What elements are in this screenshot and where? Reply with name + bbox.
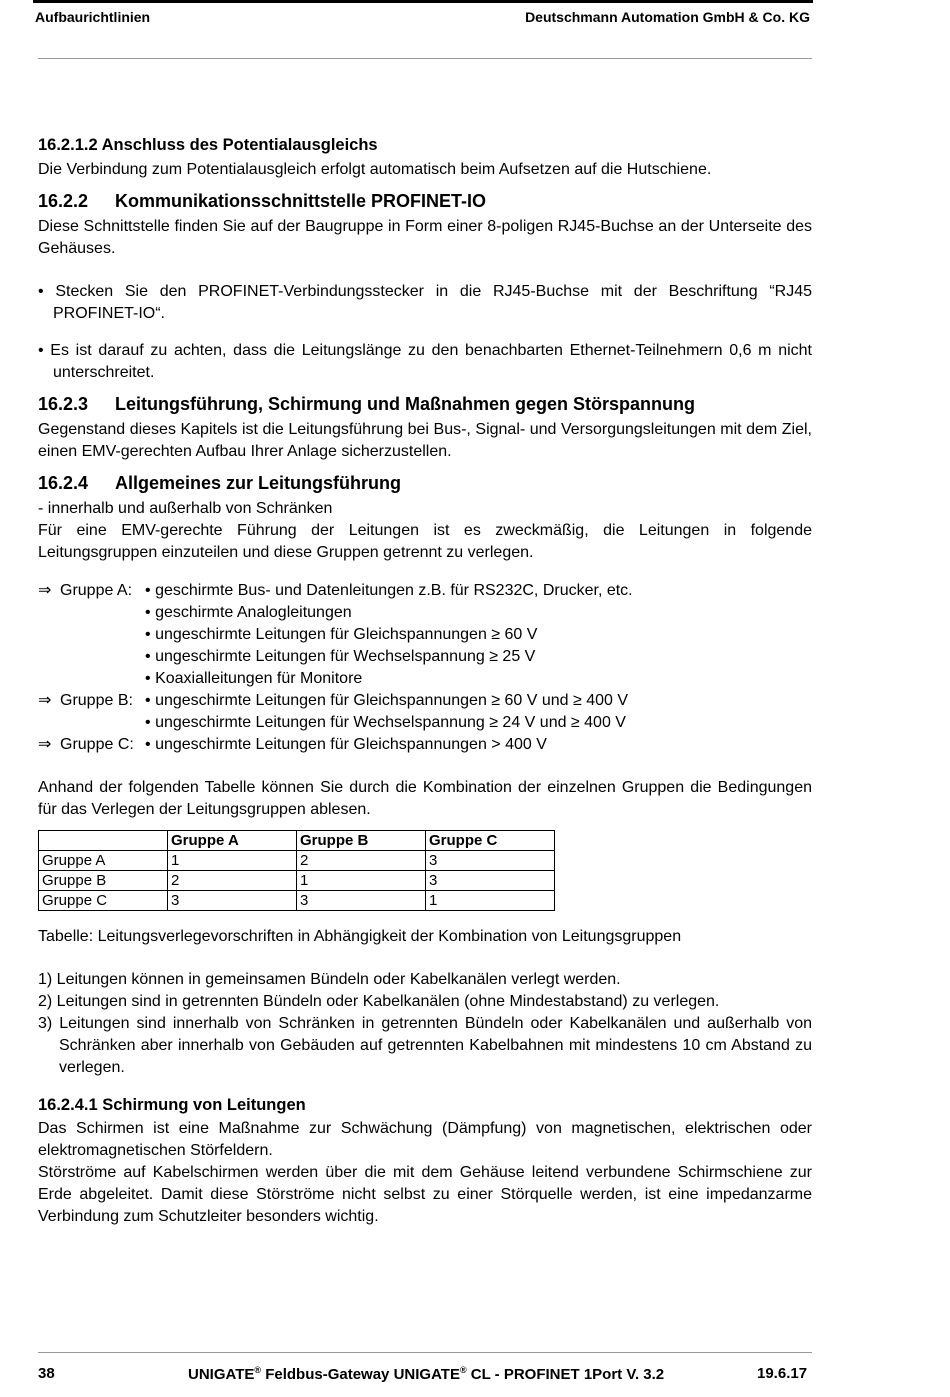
page-content xyxy=(38,134,812,1228)
paragraph: Anhand der folgenden Tabelle können Sie durch die Kombination der einzelnen Gruppen die Bedingungen für das Verlegen der Leitungsgruppen ablesen. xyxy=(38,779,812,818)
table-cell: 2 xyxy=(297,851,426,871)
paragraph: Das Schirmen ist eine Maßnahme zur Schwächung (Dämpfung) von magnetischen, elektrischen oder elektromagnetischen Störfeldern. xyxy=(38,1120,812,1159)
section-heading: Leitungsführung, Schirmung und Maßnahmen gegen Störspannung xyxy=(115,394,695,414)
table-header-cell: Gruppe A xyxy=(168,831,297,851)
section-heading: Kommunikationsschnittstelle PROFINET-IO xyxy=(115,191,487,211)
paragraph: Gegenstand dieses Kapitels ist die Leitungsführung bei Bus-, Signal- und Versorgungsleitungen mit dem Ziel, einen EMV-gerechten Aufbau Ihrer Anlage sicherzustellen. xyxy=(38,421,812,460)
section-number: 16.2.3 xyxy=(38,394,89,414)
table-header-cell: Gruppe B xyxy=(297,831,426,851)
paragraph: Störströme auf Kabelschirmen werden über die mit dem Gehäuse leitend verbundene Schirmschiene zur Erde abgeleitet. Damit diese Störströme nicht selbst zu einer Störquelle werden, ist eine impedanzarme Verbindung zum Schutzleiter besonders wichtig. xyxy=(38,1164,812,1225)
group-item: ungeschirmte Leitungen für Wechselspannung ≥ 24 V und ≥ 400 V xyxy=(155,714,626,731)
footer-rule xyxy=(38,1352,812,1353)
note-item: 2) Leitungen sind in getrennten Bündeln oder Kabelkanälen (ohne Mindestabstand) zu verlegen. xyxy=(38,993,720,1010)
arrow-right-icon: ⇒ xyxy=(38,692,52,709)
data-table xyxy=(38,830,555,911)
group-label: Gruppe A: xyxy=(60,582,133,599)
arrow-right-icon: ⇒ xyxy=(38,582,52,599)
table-row xyxy=(39,891,555,911)
group-item: ungeschirmte Leitungen für Gleichspannungen ≥ 60 V xyxy=(155,626,538,643)
group-row xyxy=(38,646,812,668)
section-number: 16.2.4 xyxy=(38,473,89,493)
section-title-profinet xyxy=(38,190,812,212)
group-item: ungeschirmte Leitungen für Gleichspannungen > 400 V xyxy=(155,736,547,753)
paragraph: Für eine EMV-gerechte Führung der Leitungen ist es zweckmäßig, die Leitungen in folgende Leitungsgruppen einzuteilen und diese Gruppen getrennt zu verlegen. xyxy=(38,522,812,561)
bullet-icon: • xyxy=(145,648,151,665)
table-cell: 3 xyxy=(297,891,426,911)
header-left: Aufbaurichtlinien xyxy=(35,9,151,25)
footer-date: 19.6.17 xyxy=(757,1365,808,1382)
group-row xyxy=(38,668,812,690)
table-row xyxy=(39,871,555,891)
table-cell: 3 xyxy=(168,891,297,911)
note-item: 3) Leitungen sind innerhalb von Schränken in getrennten Bündeln oder Kabelkanälen und außerhalb von Schränken aber innerhalb von Gebäuden auf getrennten Kabelbahnen mit mindestens 10 cm Abstand zu verlegen. xyxy=(38,1015,812,1076)
notes-list xyxy=(38,969,812,1079)
bullet-item: • Stecken Sie den PROFINET-Verbindungsstecker in die RJ45-Buchse mit der Beschriftung “RJ45 PROFINET-IO“. xyxy=(38,283,813,322)
section-title-schirmung: 16.2.4.1 Schirmung von Leitungen xyxy=(38,1096,306,1114)
group-item: Koaxialleitungen für Monitore xyxy=(155,670,363,687)
table-cell: 2 xyxy=(168,871,297,891)
section-title-leitungsfuehrung xyxy=(38,393,812,415)
section-number: 16.2.2 xyxy=(38,191,89,211)
table-row xyxy=(39,851,555,871)
bullet-icon: • xyxy=(145,604,151,621)
table-cell: 1 xyxy=(426,891,555,911)
table-header-row xyxy=(39,831,555,851)
header-rule xyxy=(38,58,812,59)
group-item: ungeschirmte Leitungen für Gleichspannungen ≥ 60 V und ≥ 400 V xyxy=(155,692,629,709)
table-header-cell: Gruppe C xyxy=(426,831,555,851)
group-row xyxy=(38,734,812,756)
table-cell: Gruppe C xyxy=(39,891,168,911)
top-rule xyxy=(33,0,813,3)
table-caption: Tabelle: Leitungsverlegevorschriften in Abhängigkeit der Kombination von Leitungsgruppen xyxy=(38,928,682,945)
table-cell: Gruppe A xyxy=(39,851,168,871)
table-cell: Gruppe B xyxy=(39,871,168,891)
page-number: 38 xyxy=(38,1365,55,1382)
bullet-item: • Es ist darauf zu achten, dass die Leitungslänge zu den benachbarten Ethernet-Teilnehmern 0,6 m nicht unterschreitet. xyxy=(38,342,813,381)
group-row xyxy=(38,624,812,646)
header-right: Deutschmann Automation GmbH & Co. KG xyxy=(525,9,810,25)
bullet-icon: • xyxy=(145,692,151,709)
paragraph: Diese Schnittstelle finden Sie auf der Baugruppe in Form einer 8-poligen RJ45-Buchse an der Unterseite des Gehäuses. xyxy=(38,218,812,257)
section-title-potentialausgleich: 16.2.1.2 Anschluss des Potentialausgleichs xyxy=(38,136,378,154)
bullet-icon: • xyxy=(145,626,151,643)
arrow-right-icon: ⇒ xyxy=(38,736,52,753)
group-row xyxy=(38,580,812,602)
bullet-icon: • xyxy=(145,582,151,599)
group-item: ungeschirmte Leitungen für Wechselspannung ≥ 25 V xyxy=(155,648,536,665)
table-cell xyxy=(39,831,168,851)
group-item: geschirmte Bus- und Datenleitungen z.B. für RS232C, Drucker, etc. xyxy=(155,582,633,599)
group-label: Gruppe B: xyxy=(60,692,133,709)
table-cell: 1 xyxy=(297,871,426,891)
paragraph: - innerhalb und außerhalb von Schränken xyxy=(38,500,333,517)
table-cell: 3 xyxy=(426,871,555,891)
bullet-icon: • xyxy=(38,342,51,359)
section-heading: Allgemeines zur Leitungsführung xyxy=(115,473,402,493)
bullet-icon: • xyxy=(145,736,151,753)
group-list xyxy=(38,580,812,756)
bullet-icon: • xyxy=(145,670,151,687)
group-item: geschirmte Analogleitungen xyxy=(155,604,352,621)
table-cell: 1 xyxy=(168,851,297,871)
footer-title: UNIGATE® Feldbus-Gateway UNIGATE® CL - PROFINET 1Port V. 3.2 xyxy=(188,1365,665,1383)
group-row xyxy=(38,690,812,712)
group-label: Gruppe C: xyxy=(60,736,134,753)
paragraph: Die Verbindung zum Potentialausgleich erfolgt automatisch beim Aufsetzen auf die Hutschiene. xyxy=(38,161,712,178)
bullet-icon: • xyxy=(38,283,56,300)
table-cell: 3 xyxy=(426,851,555,871)
bullet-icon: • xyxy=(145,714,151,731)
group-row xyxy=(38,602,812,624)
section-title-allgemeines xyxy=(38,472,812,494)
group-row xyxy=(38,712,812,734)
note-item: 1) Leitungen können in gemeinsamen Bündeln oder Kabelkanälen verlegt werden. xyxy=(38,971,621,988)
